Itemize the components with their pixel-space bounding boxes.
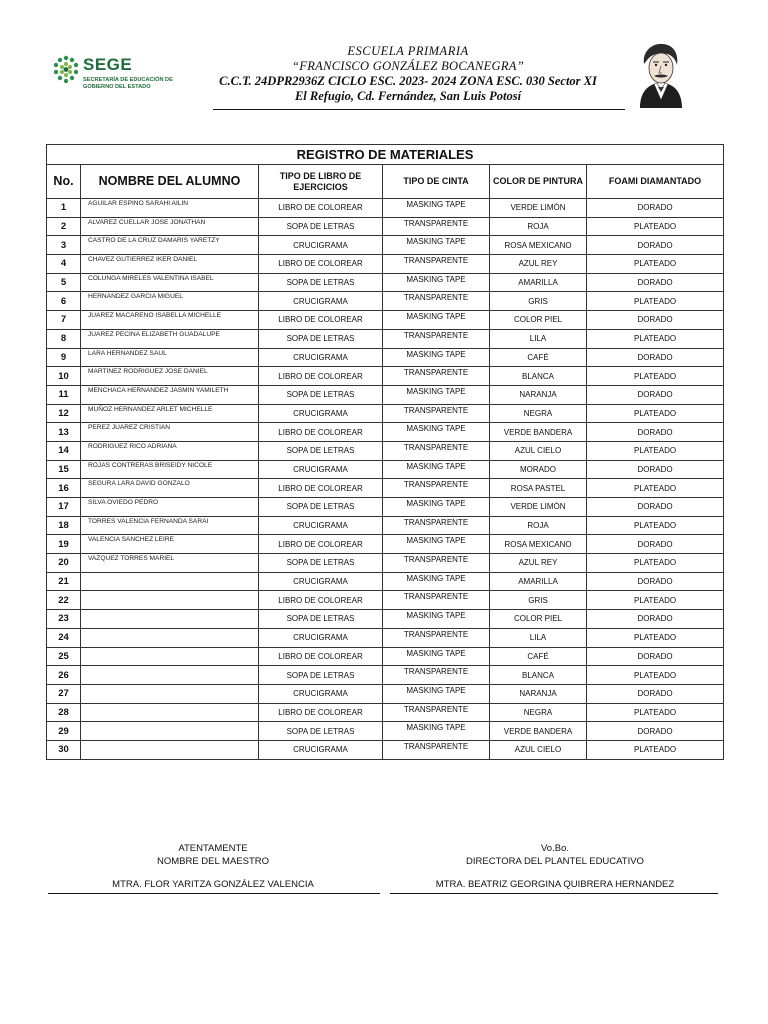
cell-foami: PLATEADO bbox=[587, 628, 724, 647]
cell-tape-type: TRANSPARENTE bbox=[383, 292, 490, 311]
cell-book-type: LIBRO DE COLOREAR bbox=[259, 703, 383, 722]
table-row bbox=[47, 385, 724, 404]
cell-paint-color: MORADO bbox=[490, 460, 587, 479]
cell-tape-type: TRANSPARENTE bbox=[383, 441, 490, 460]
cell-no: 12 bbox=[47, 404, 81, 423]
cell-book-type: CRUCIGRAMA bbox=[259, 292, 383, 311]
cell-tape-type: TRANSPARENTE bbox=[383, 255, 490, 274]
cell-student-name bbox=[81, 610, 259, 629]
cell-tape-type: MASKING TAPE bbox=[383, 236, 490, 255]
cell-paint-color: AMARILLA bbox=[490, 572, 587, 591]
cell-no: 6 bbox=[47, 292, 81, 311]
table-row bbox=[47, 311, 724, 330]
school-cct: C.C.T. 24DPR2936Z CICLO ESC. 2023- 2024 ZONA ESC. 030 Sector XI bbox=[219, 74, 597, 88]
cell-tape-type: TRANSPARENTE bbox=[383, 703, 490, 722]
table-row bbox=[47, 273, 724, 292]
cell-tape-type: MASKING TAPE bbox=[383, 385, 490, 404]
cell-paint-color: NEGRA bbox=[490, 404, 587, 423]
cell-no: 27 bbox=[47, 684, 81, 703]
cell-foami: DORADO bbox=[587, 311, 724, 330]
table-row bbox=[47, 740, 724, 759]
cell-paint-color: NARANJA bbox=[490, 684, 587, 703]
cell-book-type: CRUCIGRAMA bbox=[259, 460, 383, 479]
cell-tape-type: TRANSPARENTE bbox=[383, 404, 490, 423]
cell-paint-color: VERDE BANDERA bbox=[490, 722, 587, 741]
cell-tape-type: TRANSPARENTE bbox=[383, 554, 490, 573]
cell-tape-type: TRANSPARENTE bbox=[383, 591, 490, 610]
cell-student-name: LARA HERNANDEZ SAUL bbox=[81, 348, 259, 367]
cell-no: 14 bbox=[47, 441, 81, 460]
cell-tape-type: TRANSPARENTE bbox=[383, 666, 490, 685]
cell-student-name: MARTINEZ RODRIGUEZ JOSE DANIEL bbox=[81, 367, 259, 386]
cell-foami: DORADO bbox=[587, 610, 724, 629]
logo-name: SEGE bbox=[83, 55, 133, 74]
cell-student-name: MENCHACA HERNANDEZ JASMIN YAMILETH bbox=[81, 385, 259, 404]
cell-no: 2 bbox=[47, 217, 81, 236]
cell-foami: DORADO bbox=[587, 684, 724, 703]
cell-foami: PLATEADO bbox=[587, 703, 724, 722]
table-row bbox=[47, 628, 724, 647]
director-signature-line bbox=[390, 893, 718, 894]
cell-student-name bbox=[81, 740, 259, 759]
cell-paint-color: AMARILLA bbox=[490, 273, 587, 292]
cell-tape-type: MASKING TAPE bbox=[383, 199, 490, 218]
cell-tape-type: MASKING TAPE bbox=[383, 423, 490, 442]
cell-tape-type: TRANSPARENTE bbox=[383, 628, 490, 647]
cell-paint-color: NEGRA bbox=[490, 703, 587, 722]
table-row bbox=[47, 498, 724, 517]
cell-paint-color: GRIS bbox=[490, 292, 587, 311]
cell-book-type: CRUCIGRAMA bbox=[259, 236, 383, 255]
cell-tape-type: TRANSPARENTE bbox=[383, 479, 490, 498]
cell-paint-color: VERDE LIMÓN bbox=[490, 199, 587, 218]
cell-no: 29 bbox=[47, 722, 81, 741]
header-divider bbox=[213, 109, 625, 110]
cell-paint-color: COLOR PIEL bbox=[490, 311, 587, 330]
cell-no: 25 bbox=[47, 647, 81, 666]
table-row bbox=[47, 722, 724, 741]
cell-no: 23 bbox=[47, 610, 81, 629]
cell-no: 9 bbox=[47, 348, 81, 367]
cell-student-name: MUÑOZ HERNANDEZ ARLET MICHELLE bbox=[81, 404, 259, 423]
table-row bbox=[47, 423, 724, 442]
cell-student-name bbox=[81, 684, 259, 703]
cell-foami: PLATEADO bbox=[587, 666, 724, 685]
table-row bbox=[47, 255, 724, 274]
teacher-name: MTRA. FLOR YARITZA GONZÁLEZ VALENCIA bbox=[112, 879, 314, 890]
cell-book-type: SOPA DE LETRAS bbox=[259, 722, 383, 741]
cell-no: 5 bbox=[47, 273, 81, 292]
cell-no: 26 bbox=[47, 666, 81, 685]
portrait-icon bbox=[632, 40, 688, 108]
cell-tape-type: TRANSPARENTE bbox=[383, 516, 490, 535]
cell-foami: DORADO bbox=[587, 236, 724, 255]
cell-tape-type: MASKING TAPE bbox=[383, 610, 490, 629]
cell-book-type: CRUCIGRAMA bbox=[259, 404, 383, 423]
cell-book-type: LIBRO DE COLOREAR bbox=[259, 479, 383, 498]
cell-tape-type: TRANSPARENTE bbox=[383, 367, 490, 386]
signature-director-line2: DIRECTORA DEL PLANTEL EDUCATIVO bbox=[466, 856, 644, 867]
cell-foami: PLATEADO bbox=[587, 367, 724, 386]
cell-book-type: CRUCIGRAMA bbox=[259, 684, 383, 703]
cell-book-type: SOPA DE LETRAS bbox=[259, 273, 383, 292]
cell-paint-color: ROJA bbox=[490, 516, 587, 535]
cell-foami: DORADO bbox=[587, 722, 724, 741]
cell-student-name: RODRIGUEZ RICO ADRIANA bbox=[81, 441, 259, 460]
table-row bbox=[47, 292, 724, 311]
cell-student-name: SEGURA LARA DAVID GONZALO bbox=[81, 479, 259, 498]
cell-student-name bbox=[81, 628, 259, 647]
cell-book-type: CRUCIGRAMA bbox=[259, 516, 383, 535]
cell-book-type: LIBRO DE COLOREAR bbox=[259, 367, 383, 386]
cell-paint-color: BLANCA bbox=[490, 666, 587, 685]
table-row bbox=[47, 610, 724, 629]
cell-no: 21 bbox=[47, 572, 81, 591]
cell-book-type: CRUCIGRAMA bbox=[259, 572, 383, 591]
cell-paint-color: LILA bbox=[490, 329, 587, 348]
cell-paint-color: ROSA MEXICANO bbox=[490, 236, 587, 255]
cell-student-name: ROJAS CONTRERAS BRISEIDY NICOLE bbox=[81, 460, 259, 479]
cell-no: 30 bbox=[47, 740, 81, 759]
cell-student-name bbox=[81, 647, 259, 666]
cell-no: 20 bbox=[47, 554, 81, 573]
cell-book-type: SOPA DE LETRAS bbox=[259, 554, 383, 573]
cell-paint-color: GRIS bbox=[490, 591, 587, 610]
signature-director-line1: Vo.Bo. bbox=[541, 843, 569, 854]
cell-student-name: VAZQUEZ TORRES MARIEL bbox=[81, 554, 259, 573]
cell-paint-color: BLANCA bbox=[490, 367, 587, 386]
cell-book-type: SOPA DE LETRAS bbox=[259, 666, 383, 685]
cell-book-type: LIBRO DE COLOREAR bbox=[259, 199, 383, 218]
cell-foami: PLATEADO bbox=[587, 479, 724, 498]
cell-student-name: PEREZ JUAREZ CRISTIAN bbox=[81, 423, 259, 442]
cell-book-type: LIBRO DE COLOREAR bbox=[259, 311, 383, 330]
table-row bbox=[47, 591, 724, 610]
cell-foami: DORADO bbox=[587, 385, 724, 404]
cell-paint-color: AZUL REY bbox=[490, 554, 587, 573]
table-row bbox=[47, 329, 724, 348]
cell-foami: PLATEADO bbox=[587, 740, 724, 759]
cell-student-name bbox=[81, 591, 259, 610]
table-row bbox=[47, 236, 724, 255]
cell-student-name: CASTRO DE LA CRUZ DAMARIS YARETZY bbox=[81, 236, 259, 255]
cell-student-name bbox=[81, 703, 259, 722]
table-row bbox=[47, 199, 724, 218]
cell-paint-color: VERDE LIMÓN bbox=[490, 498, 587, 517]
cell-student-name: HERNANDEZ GARCIA MIGUEL bbox=[81, 292, 259, 311]
sege-logo bbox=[52, 52, 172, 96]
cell-student-name: TORRES VALENCIA FERNANDA SARAI bbox=[81, 516, 259, 535]
cell-book-type: SOPA DE LETRAS bbox=[259, 385, 383, 404]
cell-foami: PLATEADO bbox=[587, 217, 724, 236]
cell-foami: DORADO bbox=[587, 498, 724, 517]
col-header-color: COLOR DE PINTURA bbox=[490, 165, 587, 199]
cell-paint-color: AZUL REY bbox=[490, 255, 587, 274]
cell-book-type: SOPA DE LETRAS bbox=[259, 441, 383, 460]
cell-tape-type: MASKING TAPE bbox=[383, 722, 490, 741]
table-row bbox=[47, 647, 724, 666]
col-header-tape: TIPO DE CINTA bbox=[383, 165, 490, 199]
table-row bbox=[47, 666, 724, 685]
cell-book-type: CRUCIGRAMA bbox=[259, 628, 383, 647]
cell-no: 17 bbox=[47, 498, 81, 517]
table-row bbox=[47, 479, 724, 498]
school-location: El Refugio, Cd. Fernández, San Luis Potosí bbox=[294, 89, 522, 103]
signature-director bbox=[392, 842, 718, 868]
cell-foami: DORADO bbox=[587, 348, 724, 367]
table-row bbox=[47, 572, 724, 591]
table-row bbox=[47, 404, 724, 423]
table-row bbox=[47, 535, 724, 554]
cell-student-name: COLUNGA MIRELES VALENTINA ISABEL bbox=[81, 273, 259, 292]
cell-paint-color: COLOR PIEL bbox=[490, 610, 587, 629]
cell-no: 18 bbox=[47, 516, 81, 535]
signature-teacher-line1: ATENTAMENTE bbox=[178, 843, 248, 854]
cell-tape-type: TRANSPARENTE bbox=[383, 740, 490, 759]
cell-student-name: VALENCIA SANCHEZ LEIRE bbox=[81, 535, 259, 554]
table-row bbox=[47, 554, 724, 573]
cell-book-type: LIBRO DE COLOREAR bbox=[259, 535, 383, 554]
sege-emblem-icon bbox=[52, 54, 80, 86]
cell-student-name bbox=[81, 722, 259, 741]
director-name: MTRA. BEATRIZ GEORGINA QUIBRERA HERNANDEZ bbox=[435, 879, 675, 890]
cell-student-name: AGUILAR ESPINO SARAHI AILIN bbox=[81, 199, 259, 218]
cell-paint-color: NARANJA bbox=[490, 385, 587, 404]
cell-paint-color: LILA bbox=[490, 628, 587, 647]
cell-paint-color: VERDE BANDERA bbox=[490, 423, 587, 442]
cell-tape-type: MASKING TAPE bbox=[383, 684, 490, 703]
cell-foami: PLATEADO bbox=[587, 591, 724, 610]
table-row bbox=[47, 217, 724, 236]
table-row bbox=[47, 684, 724, 703]
cell-tape-type: TRANSPARENTE bbox=[383, 217, 490, 236]
table-row bbox=[47, 703, 724, 722]
portrait-image bbox=[632, 40, 688, 108]
signature-teacher-line2: NOMBRE DEL MAESTRO bbox=[156, 856, 270, 867]
cell-foami: DORADO bbox=[587, 199, 724, 218]
table-row bbox=[47, 516, 724, 535]
cell-no: 10 bbox=[47, 367, 81, 386]
cell-student-name: ALVAREZ CUELLAR JOSE JONATHAN bbox=[81, 217, 259, 236]
logo-subtitle: SECRETARÍA DE EDUCACIÓN DE GOBIERNO DEL ESTADO bbox=[83, 77, 173, 90]
cell-paint-color: ROJA bbox=[490, 217, 587, 236]
cell-paint-color: ROSA PASTEL bbox=[490, 479, 587, 498]
cell-paint-color: CAFÉ bbox=[490, 348, 587, 367]
cell-book-type: SOPA DE LETRAS bbox=[259, 329, 383, 348]
cell-foami: PLATEADO bbox=[587, 329, 724, 348]
table-title: REGISTRO DE MATERIALES bbox=[47, 145, 724, 165]
cell-foami: DORADO bbox=[587, 572, 724, 591]
cell-student-name: JUAREZ PECINA ELIZABETH GUADALUPE bbox=[81, 329, 259, 348]
table-body bbox=[47, 199, 724, 760]
cell-tape-type: MASKING TAPE bbox=[383, 498, 490, 517]
cell-foami: PLATEADO bbox=[587, 292, 724, 311]
teacher-signature-line bbox=[48, 893, 380, 894]
table-row bbox=[47, 367, 724, 386]
cell-no: 13 bbox=[47, 423, 81, 442]
cell-foami: PLATEADO bbox=[587, 404, 724, 423]
table-row bbox=[47, 441, 724, 460]
signature-teacher bbox=[48, 842, 378, 868]
table-row bbox=[47, 348, 724, 367]
col-header-name: NOMBRE DEL ALUMNO bbox=[81, 165, 259, 199]
cell-tape-type: TRANSPARENTE bbox=[383, 329, 490, 348]
cell-foami: DORADO bbox=[587, 423, 724, 442]
table-row bbox=[47, 460, 724, 479]
cell-book-type: LIBRO DE COLOREAR bbox=[259, 423, 383, 442]
col-header-foami: FOAMI DIAMANTADO bbox=[587, 165, 724, 199]
cell-student-name: JUAREZ MACARENO ISABELLA MICHELLE bbox=[81, 311, 259, 330]
cell-book-type: LIBRO DE COLOREAR bbox=[259, 591, 383, 610]
cell-tape-type: MASKING TAPE bbox=[383, 572, 490, 591]
cell-no: 8 bbox=[47, 329, 81, 348]
cell-no: 15 bbox=[47, 460, 81, 479]
cell-book-type: SOPA DE LETRAS bbox=[259, 217, 383, 236]
cell-paint-color: CAFÉ bbox=[490, 647, 587, 666]
cell-no: 19 bbox=[47, 535, 81, 554]
cell-no: 11 bbox=[47, 385, 81, 404]
cell-foami: DORADO bbox=[587, 535, 724, 554]
school-header bbox=[196, 44, 620, 104]
school-type: ESCUELA PRIMARIA bbox=[347, 44, 469, 58]
cell-tape-type: MASKING TAPE bbox=[383, 348, 490, 367]
cell-no: 1 bbox=[47, 199, 81, 218]
cell-paint-color: AZUL CIELO bbox=[490, 740, 587, 759]
cell-tape-type: MASKING TAPE bbox=[383, 273, 490, 292]
cell-foami: PLATEADO bbox=[587, 441, 724, 460]
col-header-no: No. bbox=[47, 165, 81, 199]
cell-tape-type: MASKING TAPE bbox=[383, 535, 490, 554]
cell-tape-type: MASKING TAPE bbox=[383, 311, 490, 330]
cell-book-type: SOPA DE LETRAS bbox=[259, 498, 383, 517]
cell-book-type: LIBRO DE COLOREAR bbox=[259, 647, 383, 666]
cell-student-name bbox=[81, 572, 259, 591]
cell-student-name bbox=[81, 666, 259, 685]
cell-foami: DORADO bbox=[587, 647, 724, 666]
cell-paint-color: ROSA MEXICANO bbox=[490, 535, 587, 554]
cell-no: 24 bbox=[47, 628, 81, 647]
cell-foami: PLATEADO bbox=[587, 516, 724, 535]
cell-no: 3 bbox=[47, 236, 81, 255]
cell-foami: DORADO bbox=[587, 460, 724, 479]
cell-paint-color: AZUL CIELO bbox=[490, 441, 587, 460]
cell-tape-type: MASKING TAPE bbox=[383, 647, 490, 666]
cell-book-type: SOPA DE LETRAS bbox=[259, 610, 383, 629]
materials-table bbox=[46, 144, 724, 760]
cell-book-type: CRUCIGRAMA bbox=[259, 348, 383, 367]
cell-student-name: SILVA OVIEDO PEDRO bbox=[81, 498, 259, 517]
cell-book-type: CRUCIGRAMA bbox=[259, 740, 383, 759]
school-name: “FRANCISCO GONZÁLEZ BOCANEGRA” bbox=[292, 59, 524, 73]
cell-no: 16 bbox=[47, 479, 81, 498]
cell-foami: PLATEADO bbox=[587, 255, 724, 274]
cell-no: 28 bbox=[47, 703, 81, 722]
cell-no: 4 bbox=[47, 255, 81, 274]
cell-tape-type: MASKING TAPE bbox=[383, 460, 490, 479]
cell-no: 7 bbox=[47, 311, 81, 330]
cell-foami: DORADO bbox=[587, 273, 724, 292]
cell-foami: PLATEADO bbox=[587, 554, 724, 573]
cell-student-name: CHAVEZ GUTIERREZ IKER DANIEL bbox=[81, 255, 259, 274]
col-header-book: TIPO DE LIBRO DE EJERCICIOS bbox=[259, 165, 383, 199]
cell-no: 22 bbox=[47, 591, 81, 610]
cell-book-type: LIBRO DE COLOREAR bbox=[259, 255, 383, 274]
